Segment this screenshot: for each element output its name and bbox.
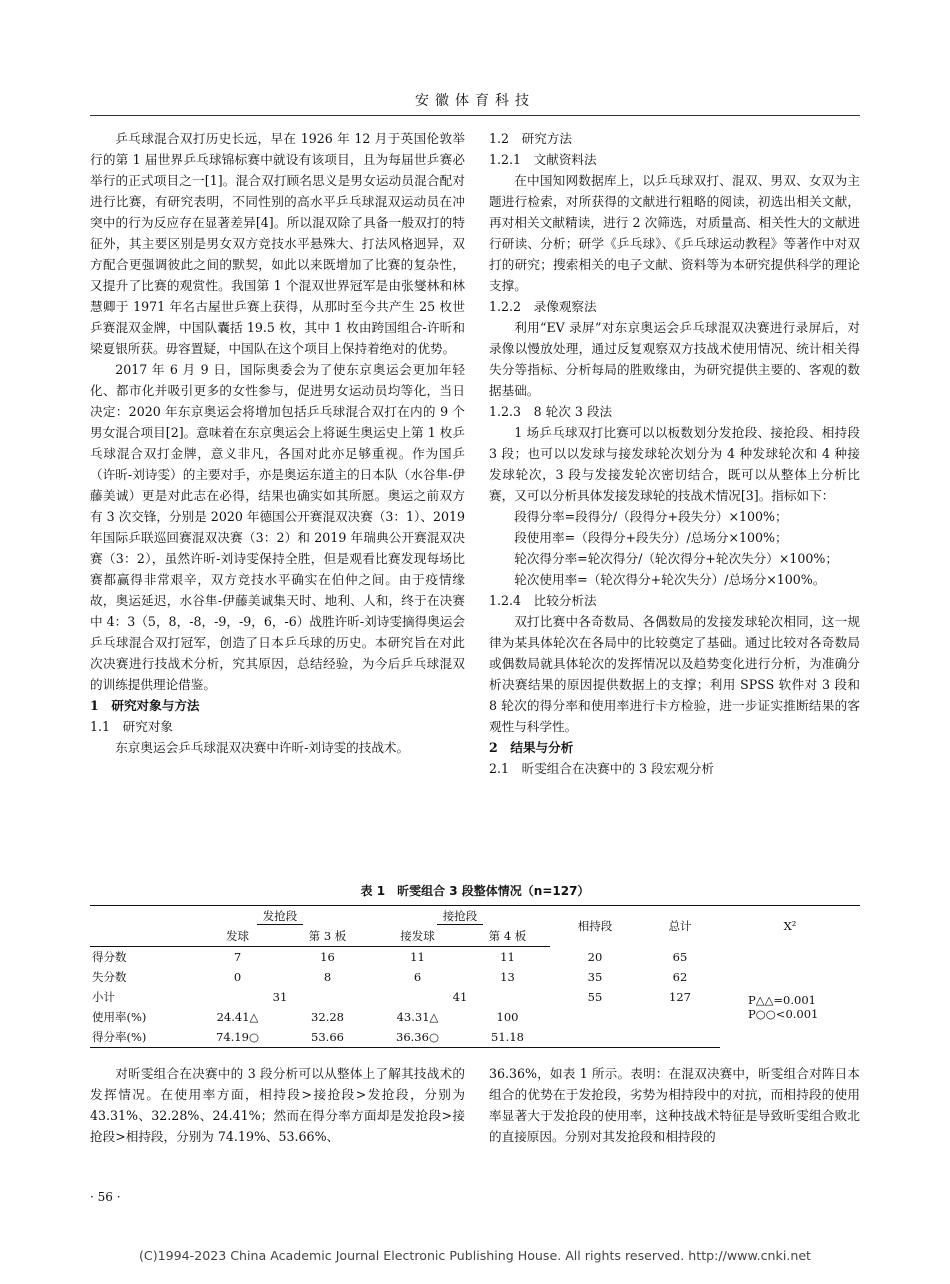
p-values xyxy=(720,967,860,1048)
header-xiang: 相持段 xyxy=(550,906,640,947)
header-chi: X² xyxy=(720,906,860,947)
cell: 16 xyxy=(320,950,335,964)
section-1-2-3-text: 1 场乒乓球双打比赛可以以板数划分发抢段、接抢段、相持段 3 段；也可以以发球与接发球轮次划分为 4 种发球轮次和 4 种接发球轮次，3 段与发接发轮次密切结合，既可以从整体上分析比赛，又可以分析具体发接发球轮的技战术情况[3]。指标如下： xyxy=(489,425,860,503)
cell: 11 xyxy=(500,950,515,964)
formula-1: 段得分率=段得分/（段得分+段失分）×100%； xyxy=(514,509,788,524)
cell: 8 xyxy=(323,970,332,984)
row-label: 得分数 xyxy=(92,950,127,964)
row-label: 失分数 xyxy=(92,970,127,984)
section-1-1-text: 东京奥运会乒乓球混双决赛中许昕-刘诗雯的技战术。 xyxy=(115,740,410,755)
section-1-title: 1 研究对象与方法 xyxy=(90,698,200,713)
section-1-2-3-title: 1.2.3 8 轮次 3 段法 xyxy=(489,404,613,419)
journal-header: 安徽体育科技 xyxy=(415,93,535,109)
table-1 xyxy=(90,882,860,1048)
cell: 41 xyxy=(452,990,468,1004)
bottom-left-column xyxy=(90,1063,465,1147)
cell: 11 xyxy=(410,950,425,964)
section-1-2-title: 1.2 研究方法 xyxy=(489,131,572,146)
section-1-2-2-title: 1.2.2 录像观察法 xyxy=(489,299,597,314)
formula-2: 段使用率=（段得分+段失分）/总场分×100%； xyxy=(514,530,788,545)
intro-paragraph-1: 乒乓球混合双打历史长远，早在 1926 年 12 月于英国伦敦举行的第 1 届世界乒乓球锦标赛中就设有该项目，且为每届世乒赛必举行的正式项目之一[1]。混合双打顾名思义是男女运动员混合配对进行比赛，有研究表明，不同性别的高水平乒乓球混双运动员在冲突中的行为反应存在显著差异[4]。所以混双除了具备一般双打的特征外，其主要区别是男女双方竞技水平悬殊大、打法风格迥异，双方配合更强调彼此之间的默契，如此以来既增加了比赛的复杂性，又提升了比赛的观赏性。我国第 1 个混双世界冠军是由张燮林和林慧卿于 1971 年名古屋世乒赛上获得，从那时至今共产生 25 枚世乒赛混双金牌，中国队囊括 19.5 枚，其中 1 枚由跨国组合-许昕和梁夏银所获。毋容置疑，中国队在这个项目上保持着绝对的优势。 xyxy=(90,131,465,356)
cell: 31 xyxy=(272,990,288,1004)
header-jie: 接抢段 xyxy=(370,906,550,927)
cell: 20 xyxy=(587,949,603,964)
intro-paragraph-2: 2017 年 6 月 9 日，国际奥委会为了使东京奥运会更加年轻化、都市化并吸引更多的女性参与，促进男女运动员均等化，当日决定：2020 年东京奥运会将增加包括乒乓球混合双打在内的 9 个男女混合项目[2]。意味着在东京奥运会上将诞生奥运史上第 1 枚乒乓球混合双打金牌，意义非凡，各国对此亦足够重视。作为国乒（许昕-刘诗雯）的主要对手，亦是奥运东道主的日本队（水谷隼-伊藤美诚）更是对此志在必得，结果也确实如其所愿。奥运之前双方有 3 次交锋，分别是 2020 年德国公开赛混双决赛（3：1）、2019 年国际乒联巡回赛混双决赛（3：2）和 2019 年瑞典公开赛混双决赛（3：2），虽然许昕-刘诗雯保持全胜，但是观看比赛发现每场比赛都赢得非常艰辛，双方竞技水平确实在伯仲之间。由于疫情缘故，奥运延迟，水谷隼-伊藤美诚集天时、地利、人和，终于在决赛中 4：3（5，8，-8，-9，-9，6，-6）战胜许昕-刘诗雯摘得奥运会乒乓球混合双打冠军，创造了日本乒乓球的历史。本研究旨在对此次决赛进行技战术分析，究其原因，总结经验，为今后乒乓球混双的训练提供理论借鉴。 xyxy=(90,362,465,692)
cell: 35 xyxy=(587,970,603,984)
table-1-caption: 表 1 昕雯组合 3 段整体情况（n=127） xyxy=(360,884,590,898)
header-fa: 发抢段 xyxy=(190,906,370,927)
cell: 62 xyxy=(672,970,688,984)
right-column xyxy=(489,128,860,779)
copyright-line: (C)1994-2023 China Academic Journal Electronic Publishing House. All rights reserved. http://www.cnki.net xyxy=(139,1248,811,1263)
header-rule xyxy=(90,115,860,116)
cell: 127 xyxy=(669,990,691,1004)
section-1-2-4-text: 双打比赛中各奇数局、各偶数局的发接发球轮次相同，这一规律为某具体轮次在各局中的比较奠定了基础。通过比较对各奇数局或偶数局就具体轮次的发挥情况以及趋势变化进行分析，为准确分析决赛结果的原因提供数据上的支撑；利用 SPSS 软件对 3 段和 8 轮次的得分率和使用率进行卡方检验，进一步证实推断结果的客观性与科学性。 xyxy=(489,614,860,734)
cell: 6 xyxy=(413,970,422,984)
header-fa-3: 第 3 板 xyxy=(285,926,370,947)
p-value-2: P○○<0.001 xyxy=(748,1007,819,1022)
page-number: · 56 · xyxy=(90,1190,121,1204)
cell: 0 xyxy=(233,970,242,984)
cell: 7 xyxy=(233,950,242,964)
table-1-corner xyxy=(90,906,190,927)
analysis-paragraph-right: 36.36%，如表 1 所示。表明：在混双决赛中，昕雯组合对阵日本组合的优势在于发抢段，劣势为相持段中的对抗，而相持段的使用率显著大于发抢段的使用率，这种技战术特征是导致昕雯组合败北的直接原因。分别对其发抢段和相持段的 xyxy=(489,1066,860,1144)
table-row xyxy=(90,967,860,987)
cell: 55 xyxy=(587,990,603,1004)
cell: 43.31△ xyxy=(396,1010,439,1024)
table-1-corner-2 xyxy=(90,926,190,947)
cell xyxy=(550,1027,640,1048)
section-2-title: 2 结果与分析 xyxy=(489,740,574,755)
cell xyxy=(720,947,860,968)
p-value-1: P△△=0.001 xyxy=(748,993,816,1008)
row-label: 使用率(%) xyxy=(92,1010,147,1024)
section-1-2-2-text: 利用“EV 录屏”对东京奥运会乒乓球混双决赛进行录屏后，对录像以慢放处理，通过反复观察双方技战术使用情况、统计相关得失分等指标、分析每局的胜败缘由，为研究提供主要的、客观的数据基础。 xyxy=(489,320,860,398)
table-1-grid xyxy=(90,905,860,1048)
row-label: 得分率(%) xyxy=(90,1027,190,1048)
cell: 24.41△ xyxy=(216,1010,259,1024)
cell: 74.19○ xyxy=(190,1027,285,1048)
section-1-2-1-text: 在中国知网数据库上，以乒乓球双打、混双、男双、女双为主题进行检索，对所获得的文献进行粗略的阅读，初选出相关文献，再对相关文献精读，进行 2 次筛选，对质量高、相关性大的文献进行研读、分析；研学《乒乓球》、《乒乓球运动教程》等著作中对双打的研究；搜索相关的电子文献、资料等为本研究提供科学的理论支撑。 xyxy=(489,173,860,293)
cell: 65 xyxy=(672,949,688,964)
bottom-right-column xyxy=(489,1063,860,1147)
left-column xyxy=(90,128,465,758)
formula-3: 轮次得分率=轮次得分/（轮次得分+轮次失分）×100%； xyxy=(514,551,838,566)
cell: 51.18 xyxy=(465,1027,550,1048)
section-1-1-title: 1.1 研究对象 xyxy=(90,719,173,734)
header-jie-4: 第 4 板 xyxy=(465,926,550,947)
analysis-paragraph-left: 对昕雯组合在决赛中的 3 段分析可以从整体上了解其技战术的发挥情况。在使用率方面，相持段>接抢段>发抢段，分别为 43.31%、32.28%、24.41%；然而在得分率方面却是发抢段>接抢段>相持段，分别为 74.19%、53.66%、 xyxy=(90,1066,465,1144)
header-fa-serve: 发球 xyxy=(190,926,285,947)
section-1-2-1-title: 1.2.1 文献资料法 xyxy=(489,152,597,167)
cell: 32.28 xyxy=(311,1010,344,1024)
cell: 100 xyxy=(496,1010,519,1024)
header-total: 总计 xyxy=(640,906,720,947)
cell: 53.66 xyxy=(285,1027,370,1048)
cell: 13 xyxy=(500,970,515,984)
section-1-2-4-title: 1.2.4 比较分析法 xyxy=(489,593,597,608)
cell xyxy=(640,1007,720,1027)
cell xyxy=(550,1007,640,1027)
row-label: 小计 xyxy=(92,990,115,1004)
header-jie-recv: 接发球 xyxy=(370,926,465,947)
cell: 36.36○ xyxy=(370,1027,465,1048)
cell xyxy=(640,1027,720,1048)
section-2-1-title: 2.1 昕雯组合在决赛中的 3 段宏观分析 xyxy=(489,761,714,776)
formula-4: 轮次使用率=（轮次得分+轮次失分）/总场分×100%。 xyxy=(514,572,826,587)
table-row xyxy=(90,947,860,968)
